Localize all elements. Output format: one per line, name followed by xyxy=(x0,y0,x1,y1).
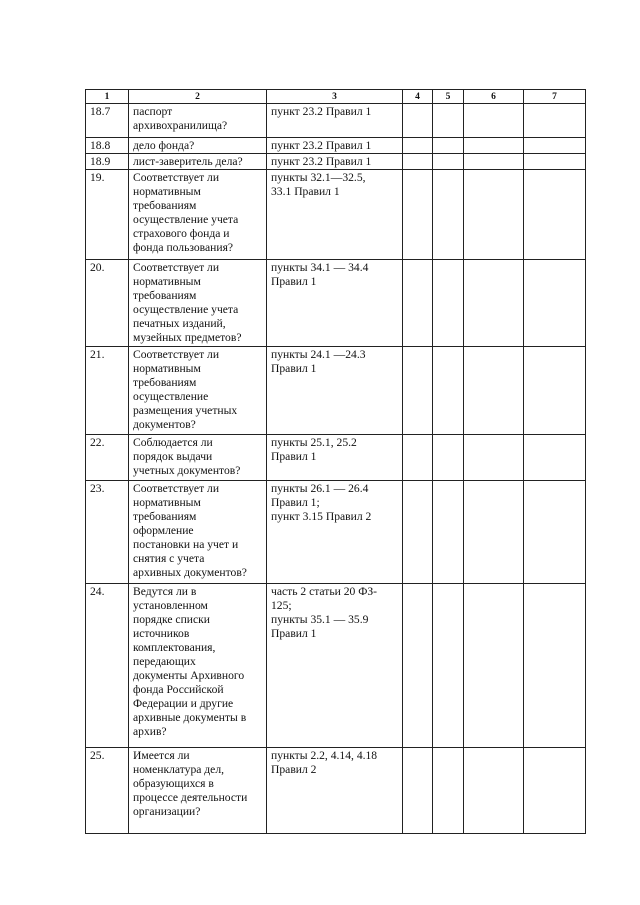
empty-cell xyxy=(524,481,586,584)
row-reference: пункты 24.1 —24.3 Правил 1 xyxy=(267,347,403,435)
empty-cell xyxy=(464,481,524,584)
table-row xyxy=(86,748,586,834)
empty-cell xyxy=(524,138,586,154)
table-row xyxy=(86,347,586,435)
table-row xyxy=(86,154,586,170)
empty-cell xyxy=(433,154,464,170)
row-number: 24. xyxy=(86,584,129,748)
empty-cell xyxy=(464,170,524,260)
empty-cell xyxy=(433,170,464,260)
row-question: Соответствует ли нормативным требованиям осуществление учета печатных изданий, музейных предметов? xyxy=(129,260,267,347)
row-reference: пункты 26.1 — 26.4 Правил 1; пункт 3.15 Правил 2 xyxy=(267,481,403,584)
row-number: 18.8 xyxy=(86,138,129,154)
empty-cell xyxy=(464,347,524,435)
row-number: 22. xyxy=(86,435,129,481)
table-row xyxy=(86,260,586,347)
empty-cell xyxy=(433,748,464,834)
empty-cell xyxy=(464,584,524,748)
empty-cell xyxy=(464,260,524,347)
column-header: 2 xyxy=(129,90,267,104)
empty-cell xyxy=(403,138,433,154)
row-reference: пункты 32.1—32.5, 33.1 Правил 1 xyxy=(267,170,403,260)
row-reference: пункты 2.2, 4.14, 4.18 Правил 2 xyxy=(267,748,403,834)
row-number: 23. xyxy=(86,481,129,584)
empty-cell xyxy=(403,435,433,481)
empty-cell xyxy=(524,154,586,170)
empty-cell xyxy=(433,435,464,481)
column-header: 4 xyxy=(403,90,433,104)
table-row xyxy=(86,104,586,138)
row-number: 21. xyxy=(86,347,129,435)
empty-cell xyxy=(524,435,586,481)
row-reference: пункты 25.1, 25.2 Правил 1 xyxy=(267,435,403,481)
empty-cell xyxy=(524,104,586,138)
row-number: 18.7 xyxy=(86,104,129,138)
column-header: 5 xyxy=(433,90,464,104)
empty-cell xyxy=(403,347,433,435)
empty-cell xyxy=(524,260,586,347)
row-question: Соблюдается ли порядок выдачи учетных документов? xyxy=(129,435,267,481)
empty-cell xyxy=(403,170,433,260)
row-reference: пункт 23.2 Правил 1 xyxy=(267,104,403,138)
row-question: Соответствует ли нормативным требованиям осуществление учета страхового фонда и фонда пользования? xyxy=(129,170,267,260)
row-question: Ведутся ли в установленном порядке списки источников комплектования, передающих документы Архивного фонда Российской Федерации и другие архивные документы в архив? xyxy=(129,584,267,748)
empty-cell xyxy=(403,104,433,138)
empty-cell xyxy=(433,138,464,154)
empty-cell xyxy=(433,104,464,138)
table-row xyxy=(86,481,586,584)
table-row xyxy=(86,138,586,154)
row-question: Соответствует ли нормативным требованиям осуществление размещения учетных документов? xyxy=(129,347,267,435)
empty-cell xyxy=(403,154,433,170)
empty-cell xyxy=(464,104,524,138)
table-row xyxy=(86,584,586,748)
row-question: дело фонда? xyxy=(129,138,267,154)
empty-cell xyxy=(433,347,464,435)
row-question: лист-заверитель дела? xyxy=(129,154,267,170)
empty-cell xyxy=(464,154,524,170)
column-header: 7 xyxy=(524,90,586,104)
header-row xyxy=(86,90,586,104)
row-reference: пункты 34.1 — 34.4 Правил 1 xyxy=(267,260,403,347)
empty-cell xyxy=(524,748,586,834)
empty-cell xyxy=(524,170,586,260)
row-question: Имеется ли номенклатура дел, образующихся в процессе деятельности организации? xyxy=(129,748,267,834)
empty-cell xyxy=(403,748,433,834)
row-number: 25. xyxy=(86,748,129,834)
checklist-table xyxy=(85,89,586,834)
column-header: 1 xyxy=(86,90,129,104)
row-reference: часть 2 статьи 20 ФЗ- 125; пункты 35.1 — 35.9 Правил 1 xyxy=(267,584,403,748)
empty-cell xyxy=(403,260,433,347)
empty-cell xyxy=(433,260,464,347)
table-row xyxy=(86,170,586,260)
empty-cell xyxy=(524,347,586,435)
row-question: паспорт архивохранилища? xyxy=(129,104,267,138)
empty-cell xyxy=(464,748,524,834)
empty-cell xyxy=(464,435,524,481)
empty-cell xyxy=(524,584,586,748)
row-number: 20. xyxy=(86,260,129,347)
column-header: 3 xyxy=(267,90,403,104)
empty-cell xyxy=(433,584,464,748)
empty-cell xyxy=(433,481,464,584)
column-header: 6 xyxy=(464,90,524,104)
table-row xyxy=(86,435,586,481)
empty-cell xyxy=(403,584,433,748)
row-number: 18.9 xyxy=(86,154,129,170)
empty-cell xyxy=(464,138,524,154)
row-question: Соответствует ли нормативным требованиям оформление постановки на учет и снятия с учета архивных документов? xyxy=(129,481,267,584)
row-number: 19. xyxy=(86,170,129,260)
empty-cell xyxy=(403,481,433,584)
row-reference: пункт 23.2 Правил 1 xyxy=(267,138,403,154)
row-reference: пункт 23.2 Правил 1 xyxy=(267,154,403,170)
